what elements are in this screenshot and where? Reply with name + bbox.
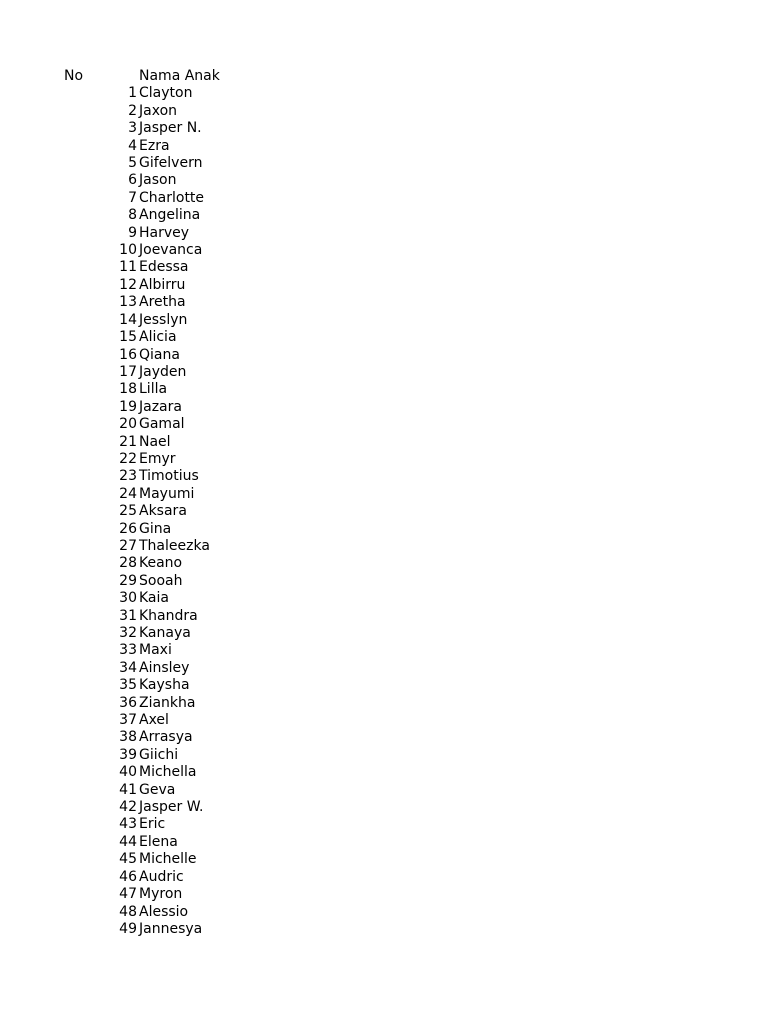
row-name: Maxi bbox=[139, 642, 172, 659]
row-name: Jasper W. bbox=[139, 799, 204, 816]
table-row bbox=[0, 155, 768, 172]
table-row bbox=[0, 103, 768, 120]
header-name: Nama Anak bbox=[139, 68, 220, 84]
row-name: Emyr bbox=[139, 450, 176, 467]
row-name: Elena bbox=[139, 833, 178, 850]
table-row bbox=[0, 538, 768, 555]
table-row bbox=[0, 816, 768, 833]
row-number: 23 bbox=[119, 468, 137, 485]
table-row bbox=[0, 695, 768, 712]
row-name: Charlotte bbox=[139, 189, 205, 206]
row-number: 44 bbox=[119, 833, 137, 850]
row-number: 13 bbox=[119, 294, 137, 311]
row-name: Angelina bbox=[139, 207, 201, 224]
row-name: Keano bbox=[139, 555, 183, 572]
row-name: Edessa bbox=[139, 259, 189, 276]
row-name: Lilla bbox=[139, 381, 168, 398]
row-number: 33 bbox=[119, 642, 137, 659]
table-row bbox=[0, 381, 768, 398]
row-name: Alicia bbox=[139, 329, 177, 346]
table-row bbox=[0, 590, 768, 607]
row-number: 46 bbox=[119, 868, 137, 885]
row-number: 41 bbox=[119, 781, 137, 798]
table-row bbox=[0, 904, 768, 921]
row-name: Kaysha bbox=[139, 677, 190, 694]
row-number: 42 bbox=[119, 799, 137, 816]
row-name: Audric bbox=[139, 868, 184, 885]
table-row bbox=[0, 329, 768, 346]
table-row bbox=[0, 434, 768, 451]
row-name: Ezra bbox=[139, 137, 170, 154]
table-row bbox=[0, 190, 768, 207]
row-name: Clayton bbox=[139, 85, 193, 102]
header-no: No bbox=[64, 68, 84, 84]
table-row bbox=[0, 85, 768, 102]
row-name: Ainsley bbox=[139, 659, 190, 676]
table-row bbox=[0, 277, 768, 294]
row-name: Albirru bbox=[139, 276, 186, 293]
table-row bbox=[0, 399, 768, 416]
row-name: Khandra bbox=[139, 607, 198, 624]
table-row bbox=[0, 573, 768, 590]
row-number: 15 bbox=[119, 329, 137, 346]
row-name: Arrasya bbox=[139, 729, 193, 746]
row-name: Jayden bbox=[139, 363, 187, 380]
table-row bbox=[0, 660, 768, 677]
row-number: 12 bbox=[119, 276, 137, 293]
table-row bbox=[0, 451, 768, 468]
row-name: Gifelvern bbox=[139, 155, 203, 172]
row-name: Myron bbox=[139, 886, 183, 903]
row-number: 39 bbox=[119, 746, 137, 763]
row-name: Jesslyn bbox=[139, 311, 188, 328]
table-row bbox=[0, 729, 768, 746]
row-number: 17 bbox=[119, 363, 137, 380]
row-name: Qiana bbox=[139, 346, 180, 363]
row-number: 5 bbox=[128, 155, 137, 172]
row-number: 43 bbox=[119, 816, 137, 833]
row-number: 19 bbox=[119, 398, 137, 415]
table-row bbox=[0, 782, 768, 799]
row-name: Joevanca bbox=[139, 242, 203, 259]
row-name: Kaia bbox=[139, 590, 169, 607]
row-name: Ziankha bbox=[139, 694, 196, 711]
row-name: Timotius bbox=[139, 468, 199, 485]
row-number: 18 bbox=[119, 381, 137, 398]
row-number: 20 bbox=[119, 416, 137, 433]
row-number: 7 bbox=[128, 189, 137, 206]
row-number: 11 bbox=[119, 259, 137, 276]
row-name: Jason bbox=[139, 172, 177, 189]
table-row bbox=[0, 468, 768, 485]
row-name: Nael bbox=[139, 433, 171, 450]
row-number: 1 bbox=[128, 85, 137, 102]
table-row bbox=[0, 225, 768, 242]
row-number: 2 bbox=[128, 102, 137, 119]
student-list-sheet bbox=[0, 68, 768, 938]
row-name: Sooah bbox=[139, 572, 183, 589]
table-row bbox=[0, 503, 768, 520]
row-name: Giichi bbox=[139, 746, 179, 763]
row-number: 40 bbox=[119, 764, 137, 781]
table-row bbox=[0, 921, 768, 938]
table-row bbox=[0, 869, 768, 886]
row-name: Eric bbox=[139, 816, 166, 833]
row-number: 30 bbox=[119, 590, 137, 607]
table-row bbox=[0, 799, 768, 816]
row-number: 38 bbox=[119, 729, 137, 746]
row-number: 21 bbox=[119, 433, 137, 450]
row-number: 29 bbox=[119, 572, 137, 589]
table-row bbox=[0, 312, 768, 329]
row-name: Jaxon bbox=[139, 102, 178, 119]
row-name: Aksara bbox=[139, 503, 187, 520]
table-row bbox=[0, 259, 768, 276]
row-name: Michelle bbox=[139, 851, 197, 868]
row-name: Axel bbox=[139, 712, 169, 729]
header-row bbox=[0, 68, 768, 85]
row-name: Gamal bbox=[139, 416, 185, 433]
row-name: Mayumi bbox=[139, 485, 195, 502]
row-number: 47 bbox=[119, 886, 137, 903]
table-row bbox=[0, 486, 768, 503]
row-name: Jasper N. bbox=[139, 120, 202, 137]
row-number: 10 bbox=[119, 242, 137, 259]
table-row bbox=[0, 851, 768, 868]
table-row bbox=[0, 608, 768, 625]
table-row bbox=[0, 521, 768, 538]
row-number: 6 bbox=[128, 172, 137, 189]
row-name: Jazara bbox=[139, 398, 182, 415]
row-number: 16 bbox=[119, 346, 137, 363]
table-row bbox=[0, 555, 768, 572]
row-number: 22 bbox=[119, 450, 137, 467]
table-row bbox=[0, 347, 768, 364]
row-number: 48 bbox=[119, 903, 137, 920]
row-number: 49 bbox=[119, 920, 137, 937]
row-number: 24 bbox=[119, 485, 137, 502]
row-number: 34 bbox=[119, 659, 137, 676]
table-row bbox=[0, 677, 768, 694]
row-name: Geva bbox=[139, 781, 176, 798]
row-name: Harvey bbox=[139, 224, 190, 241]
rows-container bbox=[0, 85, 768, 938]
row-number: 45 bbox=[119, 851, 137, 868]
table-row bbox=[0, 364, 768, 381]
row-name: Alessio bbox=[139, 903, 189, 920]
table-row bbox=[0, 834, 768, 851]
row-number: 4 bbox=[128, 137, 137, 154]
table-row bbox=[0, 138, 768, 155]
table-row bbox=[0, 886, 768, 903]
row-name: Jannesya bbox=[139, 920, 203, 937]
row-number: 35 bbox=[119, 677, 137, 694]
row-number: 28 bbox=[119, 555, 137, 572]
row-number: 8 bbox=[128, 207, 137, 224]
row-name: Michella bbox=[139, 764, 197, 781]
table-row bbox=[0, 207, 768, 224]
row-number: 27 bbox=[119, 537, 137, 554]
row-name: Kanaya bbox=[139, 625, 191, 641]
row-number: 26 bbox=[119, 520, 137, 537]
row-name: Thaleezka bbox=[139, 537, 210, 554]
row-number: 9 bbox=[128, 224, 137, 241]
table-row bbox=[0, 120, 768, 137]
row-number: 32 bbox=[119, 625, 137, 641]
row-number: 36 bbox=[119, 694, 137, 711]
row-number: 3 bbox=[128, 120, 137, 137]
table-row bbox=[0, 294, 768, 311]
row-number: 37 bbox=[119, 712, 137, 729]
table-row bbox=[0, 764, 768, 781]
row-number: 14 bbox=[119, 311, 137, 328]
table-row bbox=[0, 642, 768, 659]
row-name: Aretha bbox=[139, 294, 186, 311]
table-row bbox=[0, 747, 768, 764]
table-row bbox=[0, 416, 768, 433]
row-number: 31 bbox=[119, 607, 137, 624]
table-row bbox=[0, 242, 768, 259]
table-row bbox=[0, 625, 768, 642]
table-row bbox=[0, 712, 768, 729]
row-name: Gina bbox=[139, 520, 172, 537]
table-row bbox=[0, 172, 768, 189]
row-number: 25 bbox=[119, 503, 137, 520]
